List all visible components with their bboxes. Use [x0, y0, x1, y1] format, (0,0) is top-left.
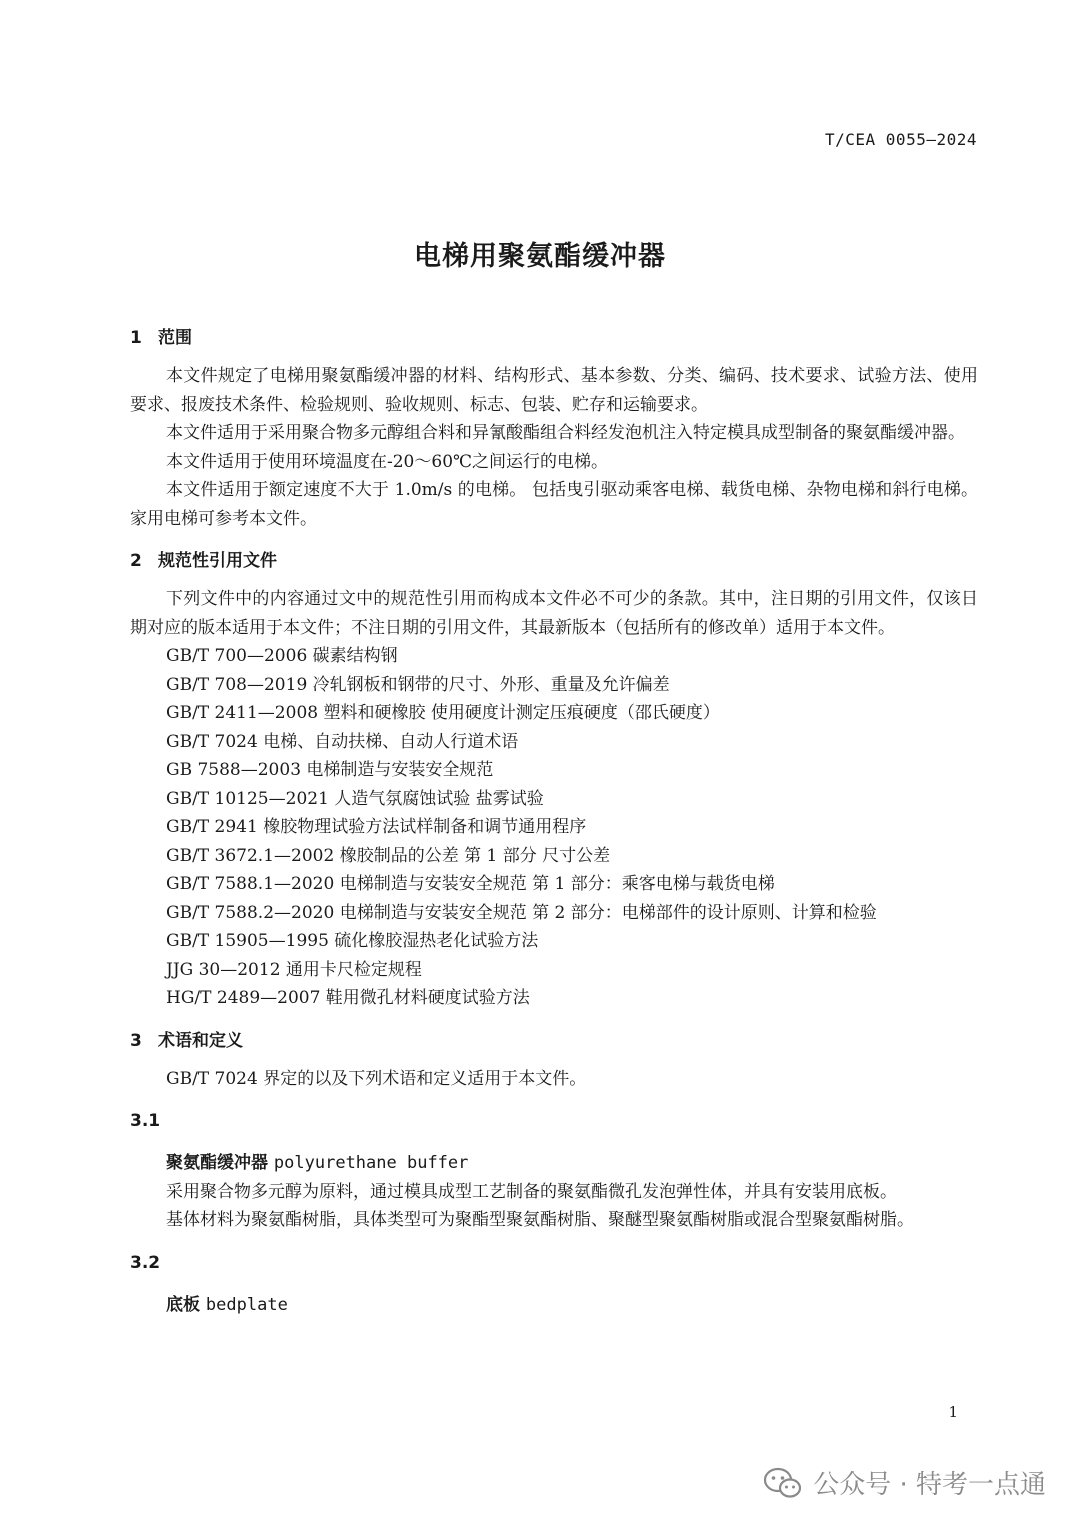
reference-item: GB 7588—2003 电梯制造与安装安全规范 [166, 760, 494, 780]
page-number: 1 [948, 1403, 958, 1421]
paragraph: 本文件规定了电梯用聚氨酯缓冲器的材料、结构形式、基本参数、分类、编码、技术要求、试验方法、使用要求、报废技术条件、检验规则、验收规则、标志、包装、贮存和运输要求。 [130, 366, 978, 415]
section-title: 范围 [158, 328, 192, 348]
reference-item: GB/T 15905—1995 硫化橡胶湿热老化试验方法 [166, 931, 539, 951]
wechat-icon [763, 1467, 803, 1499]
reference-list [130, 642, 978, 1013]
watermark [763, 1464, 1046, 1501]
section-number: 3 [130, 1030, 142, 1051]
term-name-en: bedplate [205, 1294, 288, 1315]
term-number: 3.1 [130, 1111, 161, 1131]
term-name-en: polyurethane buffer [273, 1153, 469, 1173]
reference-item: GB/T 3672.1—2002 橡胶制品的公差 第 1 部分 尺寸公差 [166, 845, 611, 866]
term-definition: 采用聚合物多元醇为原料，通过模具成型工艺制备的聚氨酯微孔发泡弹性体，并具有安装用底板。 [166, 1181, 897, 1202]
reference-item: GB/T 10125—2021 人造气氛腐蚀试验 盐雾试验 [166, 788, 544, 809]
section-title: 术语和定义 [158, 1030, 243, 1051]
reference-item: GB/T 700—2006 碳素结构钢 [166, 646, 398, 666]
term-definition: 基体材料为聚氨酯树脂，具体类型可为聚酯型聚氨酯树脂、聚醚型聚氨酯树脂或混合型聚氨酯树脂。 [166, 1210, 914, 1230]
section-heading-terms-definitions [130, 1027, 978, 1055]
document-code: T/CEA 0055—2024 [825, 130, 977, 149]
reference-item: GB/T 2411—2008 塑料和硬橡胶 使用硬度计测定压痕硬度（邵氏硬度） [166, 703, 720, 723]
document-body [130, 324, 978, 1319]
section-heading-normative-references [130, 547, 978, 575]
term-number: 3.2 [130, 1252, 161, 1273]
paragraph: GB/T 7024 界定的以及下列术语和定义适用于本文件。 [166, 1068, 587, 1089]
reference-item: JJG 30—2012 通用卡尺检定规程 [166, 959, 422, 980]
watermark-text: 公众号 · 特考一点通 [813, 1470, 1046, 1500]
reference-item: HG/T 2489—2007 鞋用微孔材料硬度试验方法 [166, 988, 530, 1008]
document-title: 电梯用聚氨酯缓冲器 [414, 241, 666, 272]
paragraph: 下列文件中的内容通过文中的规范性引用而构成本文件必不可少的条款。其中，注日期的引用文件，仅该日期对应的版本适用于本文件；不注日期的引用文件，其最新版本（包括所有的修改单）适用于本文件。 [130, 589, 978, 638]
section-heading-scope [130, 324, 978, 352]
paragraph: 本文件适用于额定速度不大于 1.0m/s 的电梯。 包括曳引驱动乘客电梯、载货电梯、杂物电梯和斜行电梯。家用电梯可参考本文件。 [130, 480, 978, 529]
paragraph: 本文件适用于采用聚合物多元醇组合料和异氰酸酯组合料经发泡机注入特定模具成型制备的聚氨酯缓冲器。 [166, 423, 965, 443]
section-number: 1 [130, 328, 142, 348]
term-name-cn: 底板 [166, 1294, 200, 1315]
term-name [130, 1149, 978, 1178]
reference-item: GB/T 2941 橡胶物理试验方法试样制备和调节通用程序 [166, 817, 587, 837]
reference-item: GB/T 7588.2—2020 电梯制造与安装安全规范 第 2 部分：电梯部件的设计原则、计算和检验 [166, 902, 877, 923]
section-title: 规范性引用文件 [158, 551, 277, 571]
reference-item: GB/T 7024 电梯、自动扶梯、自动人行道术语 [166, 731, 519, 752]
reference-item: GB/T 708—2019 冷轧钢板和钢带的尺寸、外形、重量及允许偏差 [166, 674, 670, 695]
paragraph: 本文件适用于使用环境温度在-20～60℃之间运行的电梯。 [166, 451, 609, 472]
section-number: 2 [130, 551, 142, 571]
term-name [130, 1291, 978, 1320]
term-name-cn: 聚氨酯缓冲器 [166, 1153, 268, 1173]
reference-item: GB/T 7588.1—2020 电梯制造与安装安全规范 第 1 部分：乘客电梯与载货电梯 [166, 874, 775, 894]
